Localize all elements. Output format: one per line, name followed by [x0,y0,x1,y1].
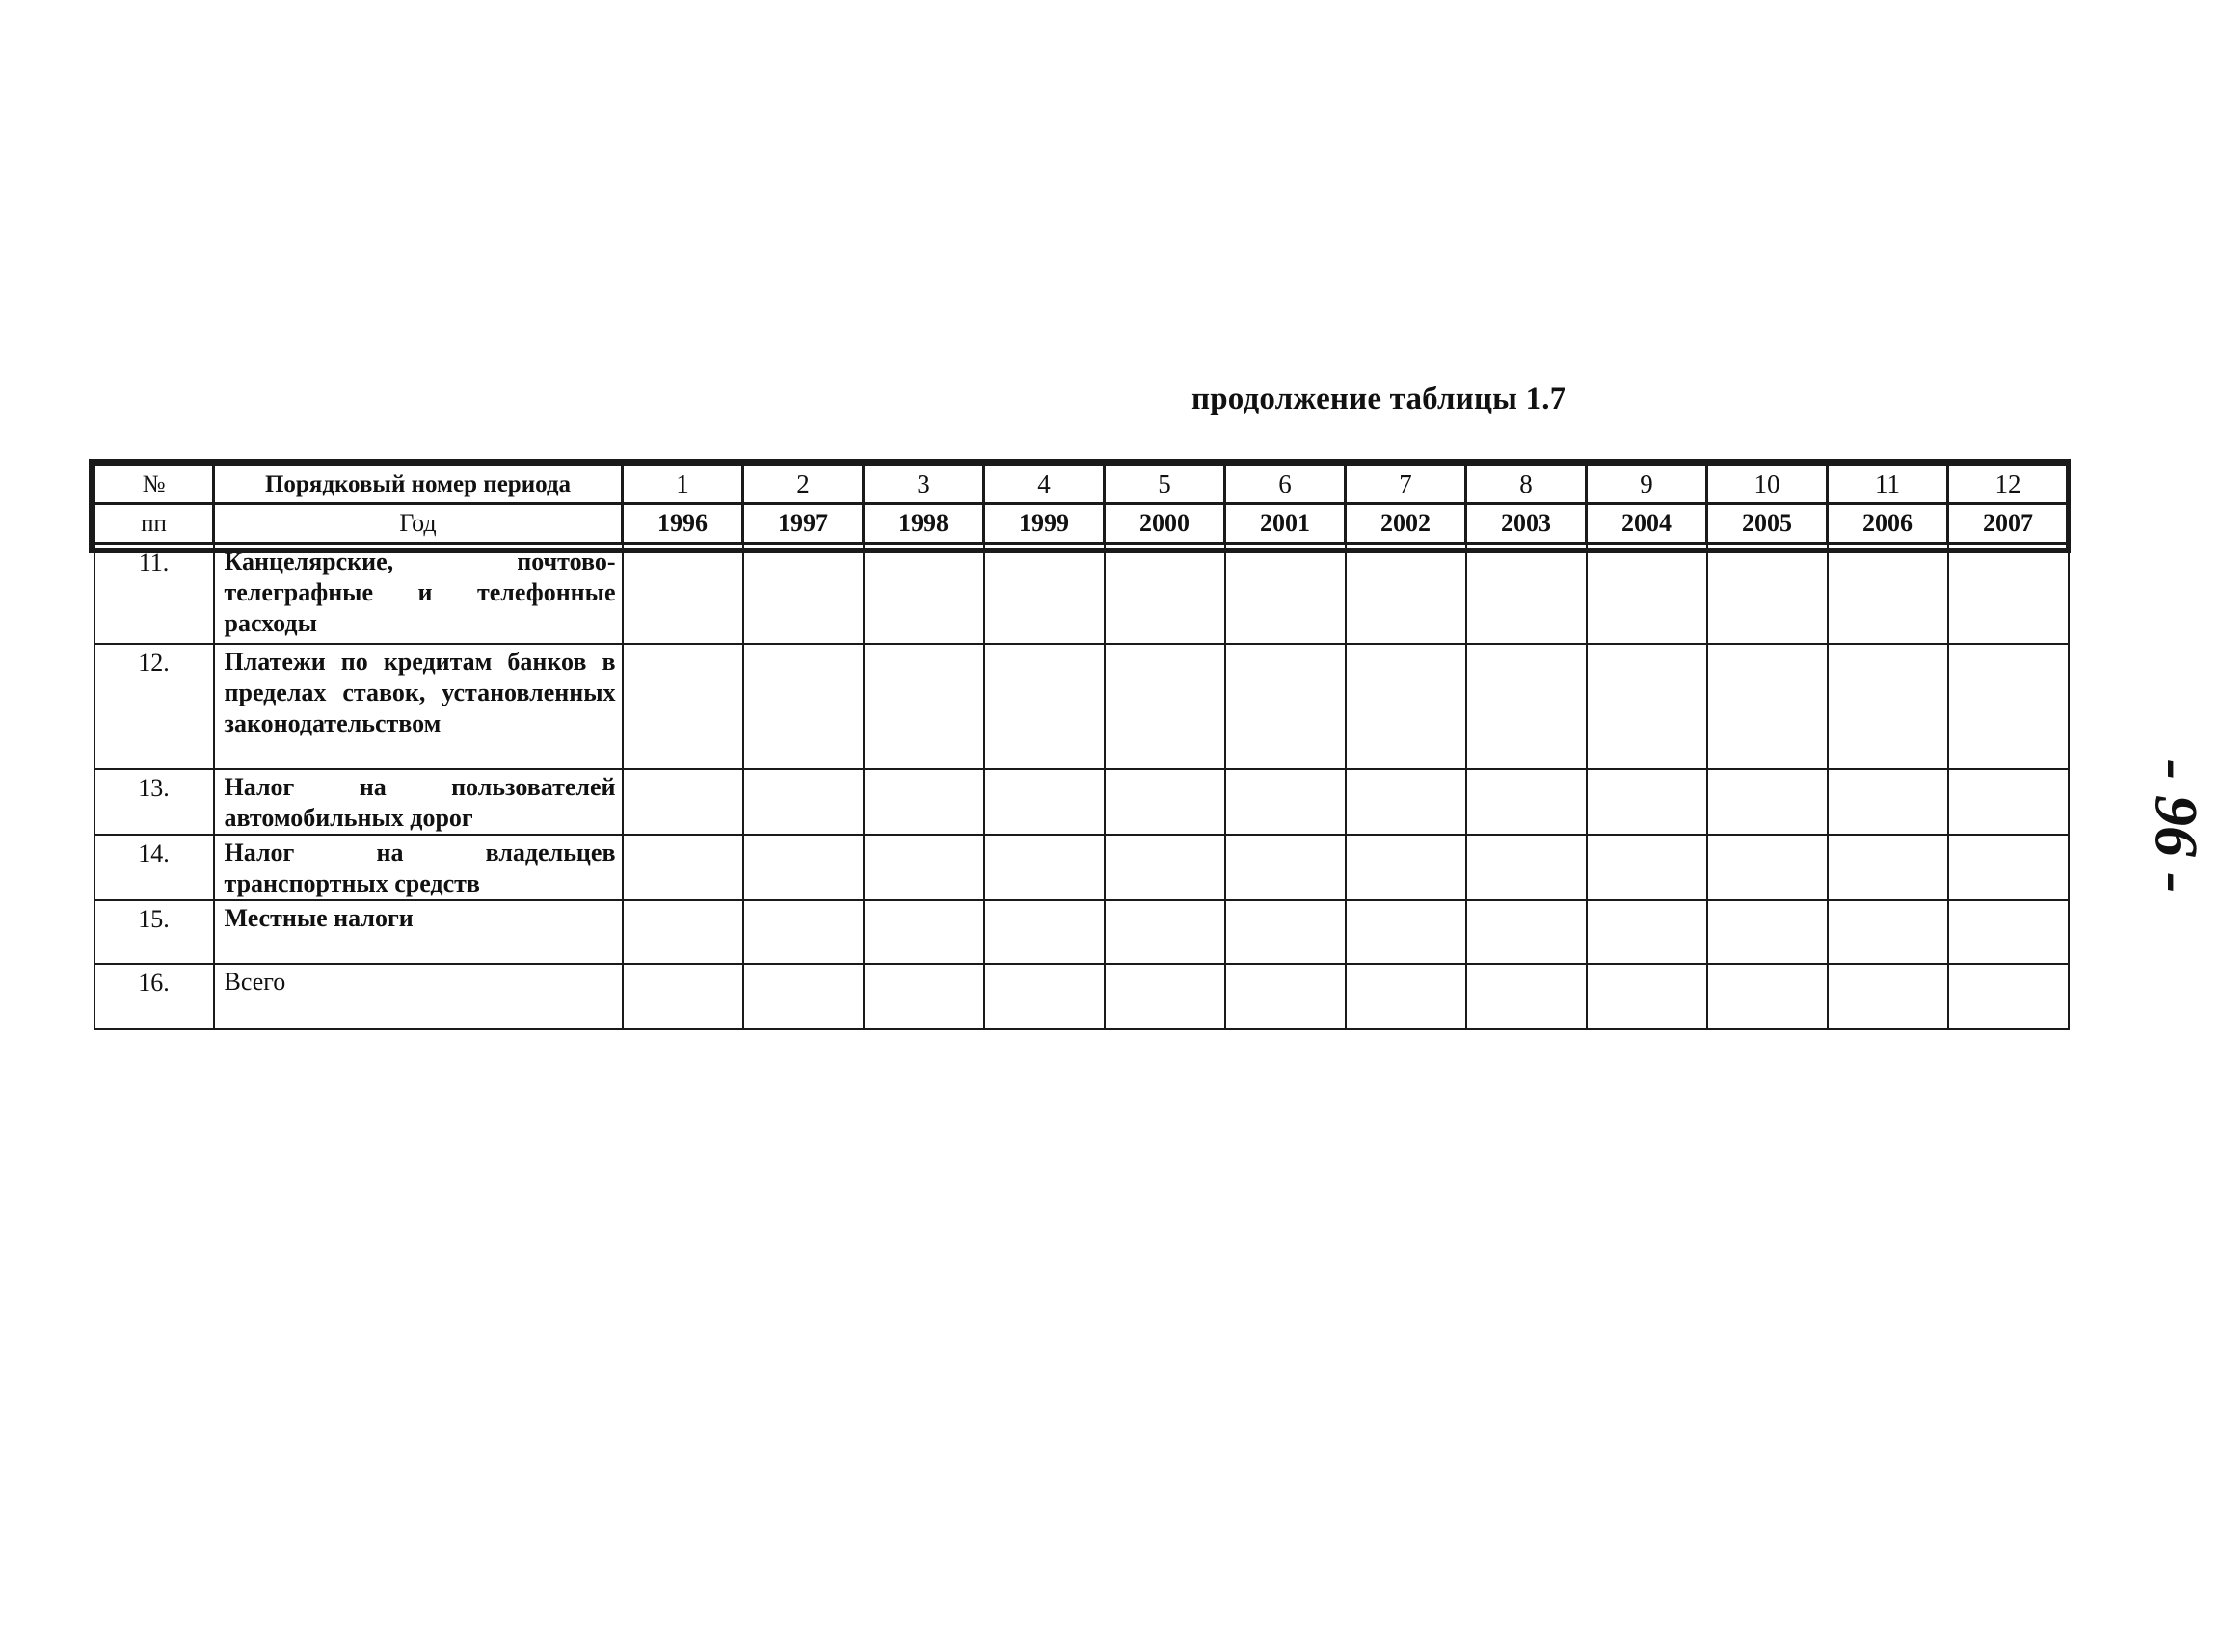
table-row [94,964,2069,1029]
value-cell [743,544,864,644]
value-cell [1466,769,1587,835]
value-cell [1466,835,1587,900]
period-cell: 6 [1225,465,1346,504]
value-cell [1225,544,1346,644]
period-cell: 1 [623,465,743,504]
page-number-mark: - 96 - [2142,759,2211,893]
value-cell [1346,544,1466,644]
period-cell: 12 [1948,465,2069,504]
row-number: 13. [94,769,214,835]
year-cell: 2002 [1346,504,1466,544]
value-cell [1707,644,1828,769]
value-cell [1225,964,1346,1029]
value-cell [1707,964,1828,1029]
period-cell: 9 [1587,465,1707,504]
value-cell [1346,644,1466,769]
value-cell [1225,835,1346,900]
value-cell [1225,900,1346,964]
value-cell [1346,964,1466,1029]
period-cell: 3 [864,465,984,504]
header-row-periods [94,465,2069,504]
row-name: Местные налоги [214,900,623,964]
value-cell [864,900,984,964]
value-cell [1466,900,1587,964]
value-cell [1105,769,1225,835]
value-cell [1828,900,1948,964]
value-cell [623,769,743,835]
period-cell: 8 [1466,465,1587,504]
value-cell [623,644,743,769]
expense-table [93,463,2067,1030]
value-cell [1707,835,1828,900]
value-cell [1587,900,1707,964]
row-name: Налог на владельцев транспортных средств [214,835,623,900]
year-cell: 2006 [1828,504,1948,544]
year-cell: 2003 [1466,504,1587,544]
header-row-years [94,504,2069,544]
value-cell [1948,769,2069,835]
period-cell: 4 [984,465,1105,504]
value-cell [743,900,864,964]
table-row [94,835,2069,900]
value-cell [1707,769,1828,835]
value-cell [984,644,1105,769]
value-cell [1828,835,1948,900]
value-cell [984,835,1105,900]
value-cell [1587,544,1707,644]
year-cell: 1999 [984,504,1105,544]
header-num-sublabel: пп [94,504,214,544]
table-grid [93,463,2070,1030]
year-cell: 2004 [1587,504,1707,544]
header-year-label: Год [214,504,623,544]
value-cell [864,769,984,835]
value-cell [743,964,864,1029]
value-cell [623,835,743,900]
value-cell [984,900,1105,964]
row-name: Канцелярские, почтово-телеграфные и телефонные расходы [214,544,623,644]
period-cell: 5 [1105,465,1225,504]
value-cell [1948,964,2069,1029]
value-cell [743,644,864,769]
value-cell [623,544,743,644]
value-cell [1948,835,2069,900]
value-cell [743,769,864,835]
table-row [94,544,2069,644]
row-number: 12. [94,644,214,769]
year-cell: 1998 [864,504,984,544]
value-cell [1105,835,1225,900]
period-cell: 7 [1346,465,1466,504]
value-cell [984,769,1105,835]
row-number: 16. [94,964,214,1029]
value-cell [1105,900,1225,964]
value-cell [1105,964,1225,1029]
table-caption: продолжение таблицы 1.7 [1191,382,1566,416]
value-cell [984,964,1105,1029]
value-cell [864,964,984,1029]
year-cell: 2007 [1948,504,2069,544]
value-cell [1587,644,1707,769]
value-cell [1587,769,1707,835]
value-cell [1828,544,1948,644]
value-cell [1707,544,1828,644]
row-number: 11. [94,544,214,644]
value-cell [1466,544,1587,644]
value-cell [1948,900,2069,964]
header-period-label: Порядковый номер периода [214,465,623,504]
value-cell [864,644,984,769]
row-number: 14. [94,835,214,900]
year-cell: 2000 [1105,504,1225,544]
row-number: 15. [94,900,214,964]
value-cell [1587,964,1707,1029]
value-cell [1225,644,1346,769]
value-cell [1466,644,1587,769]
value-cell [1346,900,1466,964]
value-cell [1707,900,1828,964]
year-cell: 1997 [743,504,864,544]
value-cell [1105,544,1225,644]
value-cell [1948,644,2069,769]
value-cell [984,544,1105,644]
period-cell: 10 [1707,465,1828,504]
year-cell: 2001 [1225,504,1346,544]
value-cell [1828,769,1948,835]
year-cell: 1996 [623,504,743,544]
value-cell [1828,964,1948,1029]
value-cell [743,835,864,900]
value-cell [864,835,984,900]
period-cell: 2 [743,465,864,504]
row-name: Налог на пользователей автомобильных дорог [214,769,623,835]
value-cell [623,900,743,964]
table-row [94,769,2069,835]
value-cell [1225,769,1346,835]
value-cell [1105,644,1225,769]
value-cell [1466,964,1587,1029]
value-cell [1346,835,1466,900]
value-cell [1587,835,1707,900]
table-row [94,644,2069,769]
year-cell: 2005 [1707,504,1828,544]
header-num-label: № [94,465,214,504]
row-name: Всего [214,964,623,1029]
value-cell [623,964,743,1029]
value-cell [1828,644,1948,769]
value-cell [1346,769,1466,835]
period-cell: 11 [1828,465,1948,504]
row-name: Платежи по кредитам банков в пределах ставок, установленных законодательством [214,644,623,769]
value-cell [864,544,984,644]
table-row [94,900,2069,964]
value-cell [1948,544,2069,644]
